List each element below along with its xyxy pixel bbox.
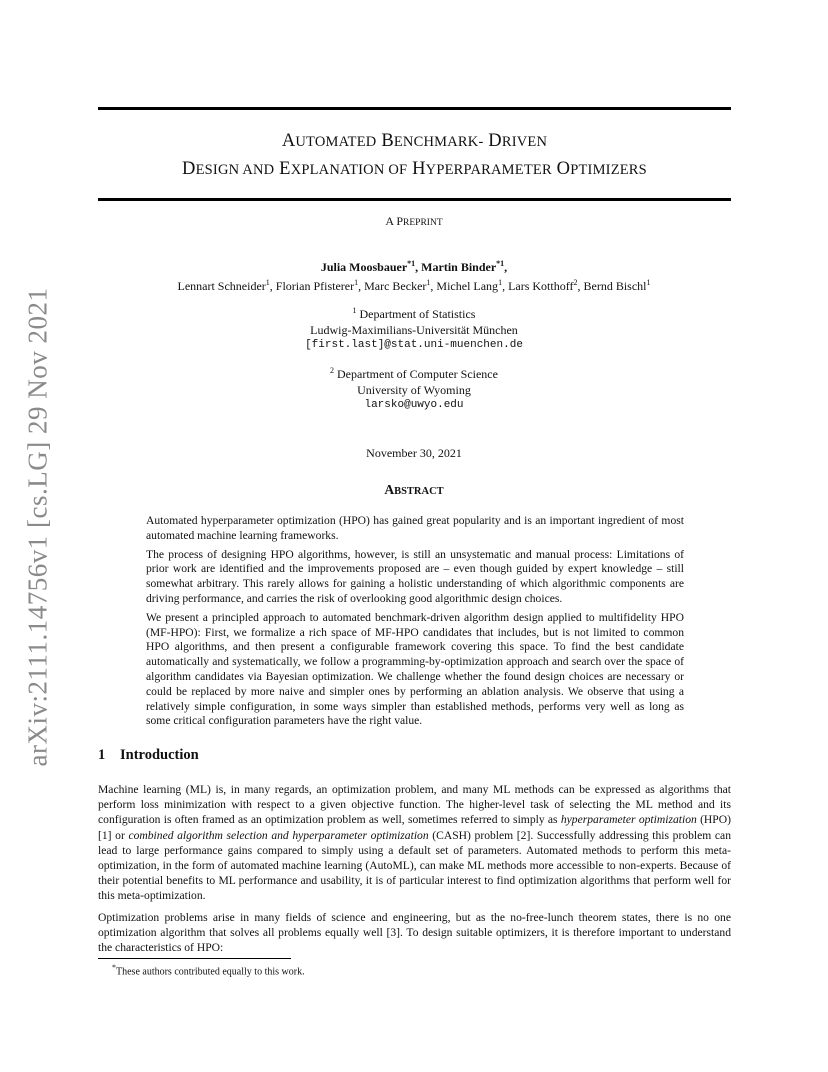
title-line-2-word-cap: O <box>556 159 571 179</box>
emphasized-term: hyperparameter optimization <box>560 813 697 827</box>
title-line-1-word-cap: D <box>488 131 502 151</box>
preprint-cap-2: P <box>396 214 404 228</box>
intro-paragraph-2: Optimization problems arise in many fields of science and engineering, but as the no-free-lunch theorem states, there is no one optimization algorithm that solves all problems equally well [3]. To design suitable optimizers, it is therefore important to understand the characteristics of HPO: <box>98 910 731 955</box>
affiliation-2-sup: 2 <box>330 366 335 375</box>
author-affiliation-mark: *1 <box>496 259 505 268</box>
footnote <box>112 963 305 977</box>
section-number: 1 <box>98 747 106 763</box>
title-line-2-word-rest: PTIMIZERS <box>570 162 647 178</box>
abstract-body <box>146 514 684 733</box>
authors-line-2: Lennart Schneider$^1$, Florian Pfisterer$^1$, Marc Becker$^1$, Michel Lang$^1$, Lars Kotthoff$^2$, Bernd Bischl$^1$ <box>177 278 651 293</box>
title-line-1-word-rest: ENCHMARK- <box>393 134 484 150</box>
author-name: Julia Moosbauer <box>320 260 408 274</box>
title-line-2 <box>98 156 731 184</box>
preprint-label <box>0 214 828 229</box>
footnote-rule <box>98 958 291 959</box>
authors-line-1: Julia Moosbauer$^{*1}$, Martin Binder$^{*1}$, <box>320 259 508 274</box>
author-name: Lars Kotthoff <box>508 279 574 293</box>
author-list <box>0 256 828 294</box>
text-run: (HPO) [1] or <box>98 813 731 842</box>
affiliation-2-email[interactable]: larsko@uwyo.edu <box>364 399 464 411</box>
author-name: Martin Binder <box>421 260 497 274</box>
affiliation-1-sup: 1 <box>352 306 357 315</box>
introduction-body <box>98 782 731 961</box>
author-affiliation-mark: 2 <box>573 278 578 287</box>
author-affiliation-mark: 1 <box>354 278 359 287</box>
author-name: Marc Becker <box>364 279 427 293</box>
affiliation-2 <box>0 363 828 414</box>
title-line-1 <box>98 128 731 156</box>
author-affiliation-mark: *1 <box>407 259 416 268</box>
abstract-paragraph: The process of designing HPO algorithms, however, is still an unsystematic and manual process: Limitations of prior work are identified and the improvements proposed are – even though guided by expert knowledge – still somewhat arbitrary. This rarely allows for gaining a holistic understanding of which algorithmic components are driving performance, and carries the risk of overlooking good algorithmic design choices. <box>146 547 684 605</box>
title-line-1-word-rest: RIVEN <box>501 134 548 150</box>
title-line-2-word-cap: H <box>412 159 426 179</box>
author-affiliation-mark: 1 <box>426 278 431 287</box>
affiliation-2-inst: University of Wyoming <box>357 382 471 397</box>
affiliation-1-inst: Ludwig-Maximilians-Universität München <box>310 322 518 337</box>
title-rule-top <box>98 107 731 110</box>
intro-paragraph-1 <box>98 782 731 904</box>
abstract-paragraph: Automated hyperparameter optimization (HPO) has gained great popularity and is an important ingredient of most automated machine learning frameworks. <box>146 514 684 542</box>
title-line-2-word-cap: E <box>279 159 291 179</box>
affiliation-1-dept: Department of Statistics <box>359 307 476 321</box>
author-name: Florian Pfisterer <box>275 279 355 293</box>
section-title: Introduction <box>120 747 199 763</box>
emphasized-term: combined algorithm selection and hyperparameter optimization <box>128 828 429 842</box>
author-affiliation-mark: 1 <box>265 278 270 287</box>
affiliation-2-dept: Department of Computer Science <box>337 367 498 381</box>
text-run: (CASH) problem [2]. Successfully addressing this problem can lead to large performance gains compared to simply using a default set of parameters. Automated methods to perform this meta-optimization, in the form of automated machine learning (AutoML), can make ML methods more accessible to non-experts. Because of their potential benefits to ML performance and usability, it is of particular interest to find optimization algorithms that perform well for this meta-optimization. <box>98 828 731 903</box>
abstract-heading-rest: BSTRACT <box>394 486 444 497</box>
title-line-1-word-rest: UTOMATED <box>295 134 377 150</box>
paper-title <box>98 128 731 184</box>
footnote-mark: * <box>112 963 116 972</box>
affiliation-1-email[interactable]: [first.last]@stat.uni-muenchen.de <box>305 339 523 351</box>
author-name: Bernd Bischl <box>583 279 647 293</box>
section-heading-introduction <box>98 747 199 764</box>
abstract-heading <box>0 482 828 498</box>
preprint-cap-1: A <box>385 214 394 228</box>
title-line-1-word-cap: B <box>381 131 394 151</box>
title-line-2-word-cap: D <box>182 159 196 179</box>
title-line-2-word-rest: YPERPARAMETER <box>425 162 552 178</box>
text-run: Machine learning (ML) is, in many regards, an optimization problem, and many ML methods can be expressed as algorithms that perform loss minimization with respect to a given objective function. The higher-level task of selecting the ML method and its configuration is often framed as an optimization problem as well, sometimes referred to simply as <box>98 783 731 827</box>
abstract-paragraph: We present a principled approach to automated benchmark-driven algorithm design applied to multifidelity HPO (MF-HPO): First, we formalize a rich space of MF-HPO candidates that includes, but is not limited to common HPO algorithms, and then present a configurable framework covering this space. To find the best candidate automatically and systematically, we follow a programming-by-optimization approach and search over the space of algorithm candidates via Bayesian optimization. We challenge whether the found design choices are necessary or could be replaced by more naive and simpler ones by performing an ablation analysis. We observe that using a relatively simple configuration, in some ways simpler than established methods, performs very well as long as some critical configuration parameters have the right value. <box>146 610 684 728</box>
abstract-heading-cap: A <box>384 482 395 497</box>
title-line-2-word-rest: XPLANATION OF <box>290 162 408 178</box>
arxiv-identifier: arXiv:2111.14756v1 [cs.LG] 29 Nov 2021 <box>22 287 53 767</box>
title-rule-bottom <box>98 198 731 201</box>
author-name: Michel Lang <box>436 279 499 293</box>
title-line-2-word-rest: ESIGN AND <box>195 162 275 178</box>
publication-date: November 30, 2021 <box>366 446 462 460</box>
affiliation-1 <box>0 303 828 354</box>
preprint-rest: REPRINT <box>403 218 443 228</box>
author-affiliation-mark: 1 <box>646 278 651 287</box>
title-line-1-word-cap: A <box>281 131 296 151</box>
author-affiliation-mark: 1 <box>498 278 503 287</box>
author-name: Lennart Schneider <box>177 279 266 293</box>
footnote-text: These authors contributed equally to this work. <box>116 966 305 978</box>
